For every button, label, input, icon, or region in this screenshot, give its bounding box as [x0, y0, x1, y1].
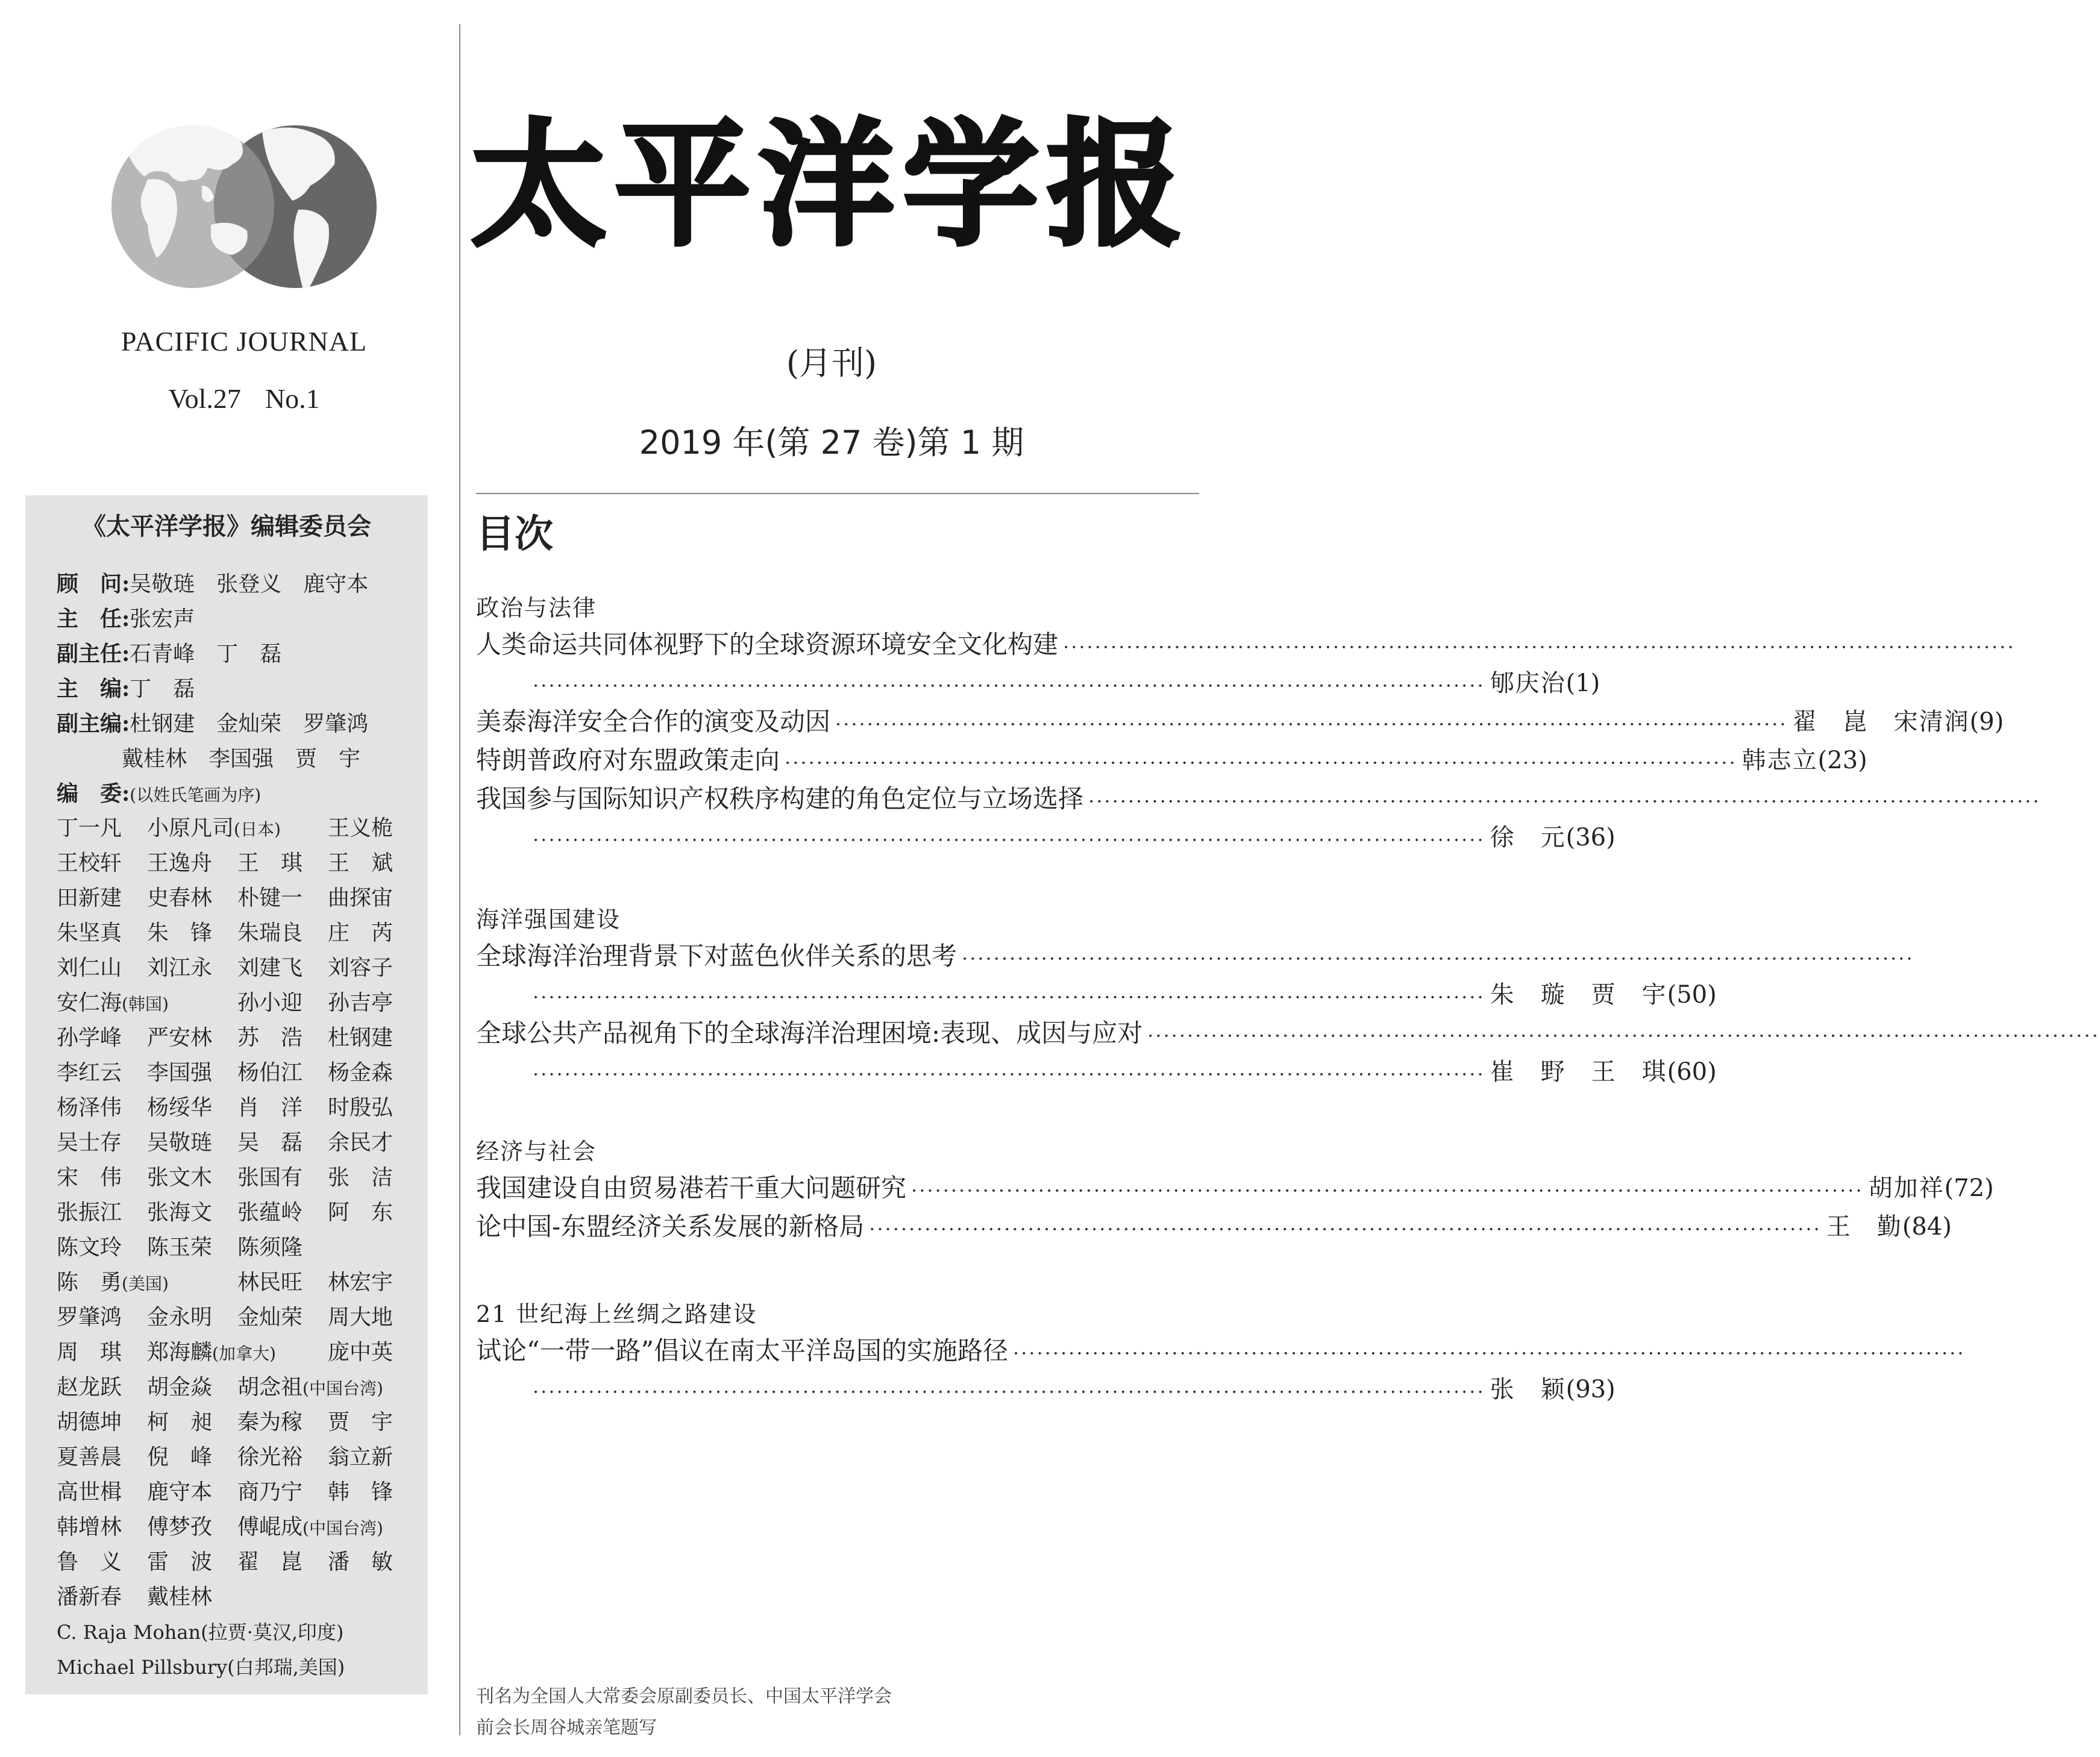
board-member-name: 朴键一 [237, 886, 303, 910]
board-member-name: 张海文 [147, 1200, 213, 1225]
board-title: 《太平洋学报》编辑委员会 [82, 512, 371, 540]
toc-entry-line[interactable] [476, 781, 2041, 817]
board-member-row [57, 1230, 424, 1265]
board-member-name: 庞中英 [328, 1340, 393, 1365]
toc-entry-line[interactable] [476, 1209, 1952, 1245]
toc-entry-line[interactable] [476, 1015, 2100, 1051]
board-member-name: 商乃宁 [237, 1480, 303, 1505]
board-member-name: 周 琪 [57, 1340, 122, 1365]
board-member-name: 胡德坤 [57, 1410, 122, 1435]
toc-section-heading: 经济与社会 [476, 1138, 597, 1165]
board-role-label: 主 编: [57, 676, 130, 701]
board-role-row [57, 566, 368, 601]
toc-article-author: 翟 崑 宋清润 [1792, 708, 1970, 736]
board-member-name: 高世楫 [57, 1480, 122, 1505]
board-member-row [57, 1091, 424, 1126]
toc-entry-line[interactable] [528, 819, 1616, 856]
board-member-name: 柯 昶 [147, 1410, 213, 1435]
board-role-label: 副主编: [57, 711, 130, 736]
board-member-name: 朱坚真 [57, 921, 122, 945]
board-member-name: 张文木 [147, 1165, 213, 1190]
board-member-name: 苏 浩 [237, 1026, 303, 1050]
volume: Vol.27 [168, 383, 241, 414]
toc-leader-dots: ························································································································ [911, 1179, 1864, 1202]
board-member-name: 潘新春 [57, 1585, 122, 1609]
board-member-row [57, 811, 424, 846]
board-member-name: 韩增林 [57, 1515, 122, 1539]
board-foreign-member: Michael Pillsbury(白邦瑞,美国) [57, 1656, 345, 1679]
toc-leader-dots: ························································································································ [533, 1380, 1485, 1403]
issue-info: 2019 年(第 27 卷)第 1 期 [639, 424, 1024, 462]
board-role-names: 张宏声 [130, 607, 195, 631]
toc-leader-dots: ························································································································ [1147, 1024, 2100, 1047]
board-member-row [57, 846, 424, 881]
toc-article-title: 我国参与国际知识产权秩序构建的角色定位与立场选择 [476, 784, 1084, 813]
frequency: (月刊) [786, 344, 877, 382]
board-members-note: (以姓氏笔画为序) [130, 785, 262, 805]
toc-article-author: 朱 璇 贾 宇 [1490, 981, 1667, 1009]
toc-leader-dots: ························································································································ [785, 751, 1737, 774]
board-member-name: 杨泽伟 [57, 1095, 122, 1120]
toc-entry-line[interactable] [528, 1371, 1616, 1408]
board-member-name: 小原凡司(日本) [147, 816, 281, 841]
board-member-row [57, 1370, 424, 1405]
board-member-row [57, 1475, 424, 1510]
board-member-name: 倪 峰 [147, 1445, 213, 1470]
board-role-row [57, 636, 281, 671]
board-role-label: 主 任: [57, 606, 130, 631]
board-member-name: 安仁海(韩国) [57, 991, 169, 1015]
board-member-row [57, 1195, 424, 1230]
board-member-name: 金灿荣 [237, 1305, 303, 1330]
toc-article-page: (50) [1667, 981, 1717, 1009]
toc-article-title: 全球公共产品视角下的全球海洋治理困境:表现、成因与应对 [476, 1018, 1143, 1048]
board-role-label: 副主任: [57, 641, 130, 666]
board-member-name: 丁一凡 [57, 816, 122, 841]
toc-leader-dots: ························································································································ [533, 674, 1485, 697]
board-role-names: 吴敬琏 张登义 鹿守本 [130, 572, 369, 597]
toc-article-title: 我国建设自由贸易港若干重大问题研究 [476, 1173, 907, 1203]
toc-section-heading: 21 世纪海上丝绸之路建设 [476, 1301, 757, 1327]
board-member-name: 金永明 [147, 1305, 213, 1330]
board-member-row [57, 1440, 424, 1475]
board-member-name: 吴敬琏 [147, 1130, 213, 1155]
toc-entry-line[interactable] [476, 627, 2016, 663]
toc-article-author: 王 勤 [1826, 1213, 1902, 1241]
board-member-name: 张振江 [57, 1200, 122, 1225]
board-member-row [57, 1265, 424, 1300]
board-member-name: 秦为稼 [237, 1410, 303, 1435]
column-divider [459, 24, 460, 1735]
board-member-name: 翟 崑 [237, 1550, 303, 1574]
board-member-row [57, 1580, 424, 1615]
toc-leader-dots: ························································································································ [533, 1063, 1485, 1086]
board-member-name: 庄 芮 [328, 921, 393, 945]
toc-section-heading: 海洋强国建设 [476, 906, 621, 933]
toc-article-page: (36) [1566, 824, 1616, 851]
number: No.1 [265, 383, 320, 414]
board-member-name: 戴桂林 [147, 1585, 213, 1609]
board-member-name: 孙吉亭 [328, 991, 393, 1015]
board-member-row [57, 1405, 424, 1440]
toc-article-title: 全球海洋治理背景下对蓝色伙伴关系的思考 [476, 941, 958, 971]
toc-article-author: 郇庆治 [1490, 669, 1566, 697]
board-member-name: 阿 东 [328, 1200, 393, 1225]
board-member-row [57, 951, 424, 986]
toc-entry-line[interactable] [476, 938, 1914, 974]
board-member-name: 贾 宇 [328, 1410, 393, 1435]
toc-article-page: (23) [1817, 747, 1867, 774]
board-members-label-row [57, 776, 261, 811]
toc-article-page: (72) [1944, 1174, 1994, 1202]
toc-leader-dots: ························································································································ [869, 1218, 1822, 1241]
toc-leader-dots: ························································································································ [533, 828, 1485, 851]
board-member-name: 宋 伟 [57, 1165, 122, 1190]
board-member-name: 曲探宙 [328, 886, 393, 910]
toc-entry-line[interactable] [476, 1170, 1994, 1206]
board-role-row [57, 671, 195, 706]
board-member-name: 刘江永 [147, 956, 213, 980]
toc-leader-dots: ························································································································ [835, 713, 1788, 736]
toc-article-author: 韩志立 [1741, 747, 1818, 774]
toc-entry-line[interactable] [528, 665, 1600, 701]
toc-leader-dots: ························································································································ [1012, 1342, 1966, 1365]
board-member-name: 吴士存 [57, 1130, 122, 1155]
board-member-row [57, 1126, 424, 1160]
toc-article-author: 胡加祥 [1868, 1174, 1945, 1202]
board-member-name: 余民才 [328, 1130, 393, 1155]
board-member-name: 张蕴岭 [237, 1200, 303, 1225]
toc-leader-dots: ························································································································ [962, 947, 1914, 970]
board-member-name: 陈须隆 [237, 1235, 303, 1260]
board-role-names: 石青峰 丁 磊 [130, 642, 282, 666]
board-member-name: 罗肇鸿 [57, 1305, 122, 1330]
journal-english-title: PACIFIC JOURNAL [121, 326, 368, 357]
board-role-names: 戴桂林 李国强 贾 宇 [57, 747, 361, 771]
toc-entry-line[interactable] [476, 742, 1867, 778]
toc-article-title: 特朗普政府对东盟政策走向 [476, 745, 780, 775]
board-role-names: 杜钢建 金灿荣 罗肇鸿 [130, 712, 369, 736]
board-foreign-member: C. Raja Mohan(拉贾·莫汉,印度) [57, 1621, 344, 1644]
board-role-row [57, 601, 195, 636]
toc-article-page: (60) [1667, 1058, 1717, 1086]
board-member-name: 陈文玲 [57, 1235, 122, 1260]
board-member-name: 鲁 义 [57, 1550, 122, 1574]
toc-leader-dots: ························································································································ [1063, 636, 2016, 659]
board-member-name: 潘 敏 [328, 1550, 393, 1574]
board-member-row [57, 881, 424, 916]
board-member-name: 肖 洋 [237, 1095, 303, 1120]
toc-article-page: (1) [1566, 669, 1600, 697]
journal-logo-globes [111, 107, 377, 306]
toc-article-title: 论中国-东盟经济关系发展的新格局 [476, 1212, 865, 1241]
toc-article-author: 崔 野 王 琪 [1490, 1058, 1667, 1086]
board-member-name: 周大地 [328, 1305, 393, 1330]
board-member-name: 吴 磊 [237, 1130, 303, 1155]
board-member-name: 李国强 [147, 1060, 213, 1085]
toc-section-heading: 政治与法律 [476, 595, 597, 621]
volume-number [0, 383, 488, 415]
toc-leader-dots: ························································································································ [1088, 790, 2041, 813]
board-member-name: 韩 锋 [328, 1480, 393, 1505]
board-member-name: 翁立新 [328, 1445, 393, 1470]
toc-entry-line[interactable] [528, 977, 1717, 1013]
board-member-name: 严安林 [147, 1026, 213, 1050]
toc-article-title: 人类命运共同体视野下的全球资源环境安全文化构建 [476, 630, 1059, 659]
board-member-name: 鹿守本 [147, 1480, 213, 1505]
board-member-name: 刘仁山 [57, 956, 122, 980]
board-member-row [57, 1056, 424, 1091]
toc-article-page: (84) [1902, 1213, 1952, 1241]
board-member-name: 朱瑞良 [237, 921, 303, 945]
board-member-name: 胡念祖(中国台湾) [237, 1375, 383, 1400]
board-member-name: 王义桅 [328, 816, 393, 841]
board-members-label: 编 委: [57, 781, 130, 806]
board-member-row [57, 986, 424, 1021]
board-member-name: 林宏宇 [328, 1270, 393, 1295]
toc-leader-dots: ························································································································ [533, 986, 1485, 1009]
board-member-name: 陈玉荣 [147, 1235, 213, 1260]
board-member-name: 徐光裕 [237, 1445, 303, 1470]
board-member-row [57, 1545, 424, 1580]
calligraphy-title-text: 太平洋学报 [471, 105, 1191, 265]
board-member-name: 王 斌 [328, 851, 393, 875]
board-member-name: 郑海麟(加拿大) [147, 1340, 276, 1365]
board-member-name: 傅梦孜 [147, 1515, 213, 1539]
board-member-name: 田新建 [57, 886, 122, 910]
board-member-name: 胡金焱 [147, 1375, 213, 1400]
board-member-name: 张 洁 [328, 1165, 393, 1190]
board-member-name: 史春林 [147, 886, 213, 910]
board-member-row [57, 1021, 424, 1056]
calligraphy-title [471, 102, 1191, 265]
board-member-row [57, 1510, 424, 1545]
board-member-row [57, 916, 424, 951]
board-member-row [57, 1160, 424, 1195]
board-role-row [57, 706, 368, 741]
board-member-name: 傅崐成(中国台湾) [237, 1515, 383, 1539]
toc-article-title: 美泰海洋安全合作的演变及动因 [476, 707, 831, 736]
board-member-name: 时殷弘 [328, 1095, 393, 1120]
board-member-name: 雷 波 [147, 1550, 213, 1574]
toc-article-title: 试论“一带一路”倡议在南太平洋岛国的实施路径 [476, 1336, 1008, 1365]
toc-article-page: (9) [1969, 708, 2004, 736]
toc-entry-line[interactable] [528, 1054, 1717, 1090]
board-member-name: 李红云 [57, 1060, 122, 1085]
toc-article-author: 徐 元 [1490, 824, 1566, 851]
toc-article-author: 张 颖 [1490, 1376, 1566, 1403]
toc-entry-line[interactable] [476, 1333, 1966, 1369]
board-member-name: 王校轩 [57, 851, 122, 875]
board-member-name: 杜钢建 [328, 1026, 393, 1050]
board-member-name: 夏善晨 [57, 1445, 122, 1470]
board-member-name: 杨金森 [328, 1060, 393, 1085]
editorial-board-panel [25, 495, 428, 1694]
toc-article-page: (93) [1566, 1376, 1616, 1403]
board-member-name: 孙小迎 [237, 991, 303, 1015]
board-member-row [57, 1335, 424, 1370]
board-role-label: 顾 问: [57, 571, 130, 597]
board-member-name: 王逸舟 [147, 851, 213, 875]
toc-entry-line[interactable] [476, 704, 2004, 740]
board-member-name: 杨伯江 [237, 1060, 303, 1085]
toc-heading: 目次 [476, 512, 553, 557]
board-member-row [57, 1300, 424, 1335]
board-role-row [57, 741, 360, 776]
board-member-name: 林民旺 [237, 1270, 303, 1295]
footer-note-line2: 前会长周谷城亲笔题写 [476, 1717, 657, 1738]
footer-note-line1: 刊名为全国人大常委会原副委员长、中国太平洋学会 [476, 1686, 892, 1707]
board-member-name: 朱 锋 [147, 921, 213, 945]
board-member-name: 刘容子 [328, 956, 393, 980]
board-member-name: 刘建飞 [237, 956, 303, 980]
board-member-name: 杨绥华 [147, 1095, 213, 1120]
board-member-name: 赵龙跃 [57, 1375, 122, 1400]
board-member-name: 陈 勇(美国) [57, 1270, 169, 1295]
board-role-names: 丁 磊 [130, 677, 195, 701]
header-rule [476, 493, 1199, 494]
board-member-name: 孙学峰 [57, 1026, 122, 1050]
board-member-name: 王 琪 [237, 851, 303, 875]
board-member-name: 张国有 [237, 1165, 303, 1190]
